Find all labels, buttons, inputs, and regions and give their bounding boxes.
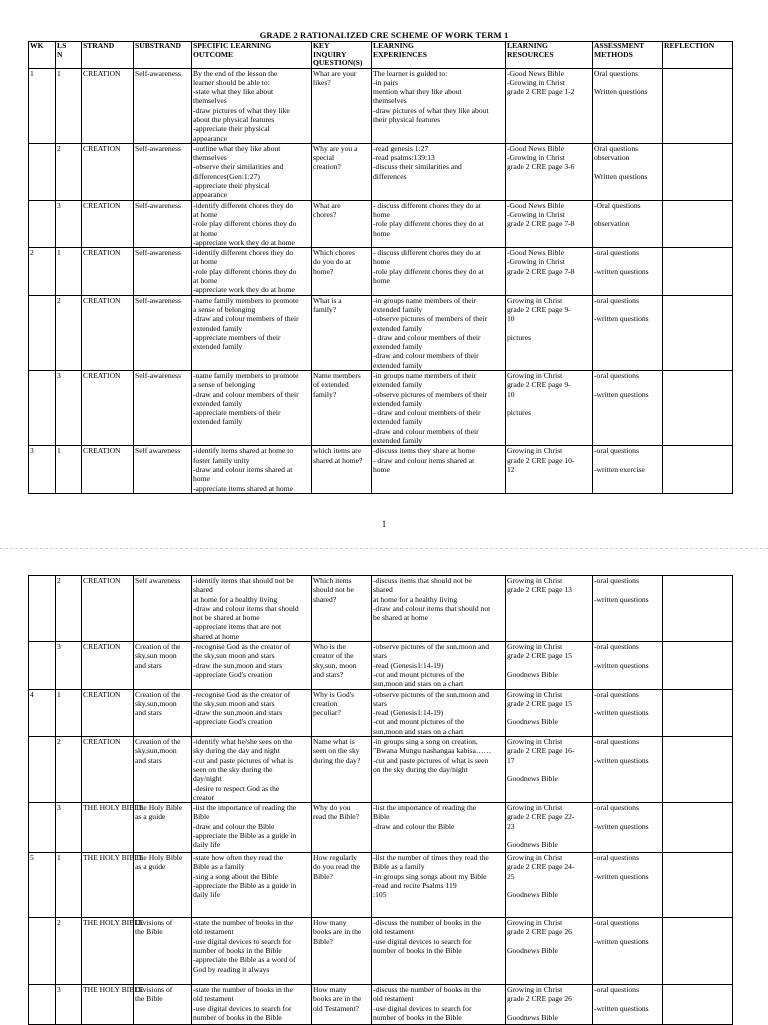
- inquiry-cell: How many books are in the Bible?: [312, 918, 372, 985]
- lesson-cell: 1: [56, 248, 82, 295]
- assessment-cell: -oral questions -written questions: [593, 248, 663, 295]
- week-cell: 4: [29, 689, 56, 736]
- reflection-cell: [663, 642, 733, 689]
- reflection-cell: [663, 803, 733, 853]
- experiences-cell: - discuss different chores they do at home -role play different chores they do at home: [372, 200, 506, 247]
- outcome-cell: -state the number of books in the old testament -use digital devices to search for number of books in the Bible: [192, 985, 312, 1025]
- resources-cell: -Good News Bible -Growing in Christ grade 2 CRE page 3-6: [506, 143, 593, 200]
- reflection-cell: [663, 248, 733, 295]
- table-row: [29, 576, 733, 642]
- inquiry-cell: Why are you a special creation?: [312, 143, 372, 200]
- outcome-cell: -identify items that should not be shared at home for a healthy living -draw and colour items that should not be shared at home -appreciate items that are not shared at home: [192, 576, 312, 642]
- assessment-cell: -oral questions -written questions: [593, 803, 663, 853]
- resources-cell: Growing in Christ grade 2 CRE page 15 Goodnews Bible: [506, 642, 593, 689]
- outcome-cell: By the end of the lesson the learner should be able to: -state what they like about themselves -draw pictures of what they like about the physical features -appreciate their physical appearance: [192, 68, 312, 143]
- outcome-cell: -name family members to promote a sense of belonging -draw and colour members of their extended family -appreciate members of their extended family: [192, 295, 312, 370]
- week-cell: 2: [29, 248, 56, 295]
- assessment-cell: -oral questions -written questions: [593, 918, 663, 985]
- table-row: [29, 295, 733, 370]
- assessment-cell: -oral questions -written questions: [593, 371, 663, 446]
- table-row: [29, 918, 733, 985]
- strand-cell: CREATION: [82, 143, 134, 200]
- reflection-cell: [663, 295, 733, 370]
- inquiry-cell: Name members of extended family?: [312, 371, 372, 446]
- substrand-cell: Creation of the sky,sun,moon and stars: [134, 689, 192, 736]
- assessment-cell: -oral questions -written questions: [593, 853, 663, 918]
- experiences-cell: -observe pictures of the sun,moon and stars -read (Genesis1:14-19) -cut and mount pictures of the sun,moon and stars on a chart: [372, 689, 506, 736]
- strand-cell: THE HOLY BIBLE: [82, 803, 134, 853]
- strand-cell: THE HOLY BIBLE: [82, 918, 134, 985]
- table-row: [29, 642, 733, 689]
- substrand-cell: The Holy Bible as a guide: [134, 803, 192, 853]
- table-body-page-2: [29, 576, 733, 1025]
- week-cell: 1: [29, 68, 56, 143]
- reflection-cell: [663, 576, 733, 642]
- lesson-cell: 3: [56, 200, 82, 247]
- strand-cell: CREATION: [82, 295, 134, 370]
- experiences-cell: -in groups name members of their extended family -observe pictures of members of their extended family - draw and colour members of their extended family -draw and colour members of their extended family: [372, 371, 506, 446]
- assessment-cell: -oral questions -written questions: [593, 576, 663, 642]
- resources-cell: Growing in Christ grade 2 CRE page 15 Goodnews Bible: [506, 689, 593, 736]
- inquiry-cell: which items are shared at home?: [312, 446, 372, 493]
- resources-cell: -Good News Bible -Growing in Christ grade 2 CRE page 7-8: [506, 248, 593, 295]
- inquiry-cell: What are chores?: [312, 200, 372, 247]
- experiences-cell: -discuss items that should not be shared at home for a healthy living -draw and colour items that should not be shared at home: [372, 576, 506, 642]
- week-cell: [29, 803, 56, 853]
- strand-cell: THE HOLY BIBLE: [82, 985, 134, 1025]
- inquiry-cell: Which items should not be shared?: [312, 576, 372, 642]
- experiences-cell: -observe pictures of the sun,moon and stars -read (Genesis1:14-19) -cut and mount pictures of the sun,moon and stars on a chart: [372, 642, 506, 689]
- reflection-cell: [663, 143, 733, 200]
- substrand-cell: The Holy Bible as a guide: [134, 853, 192, 918]
- page-separator: [0, 548, 768, 549]
- lesson-cell: 3: [56, 642, 82, 689]
- header-reflection: REFLECTION: [663, 42, 733, 69]
- reflection-cell: [663, 200, 733, 247]
- strand-cell: THE HOLY BIBLE: [82, 853, 134, 918]
- outcome-cell: -state the number of books in the old testament -use digital devices to search for number of books in the Bible -appreciate the Bible as a word of God by reading it always: [192, 918, 312, 985]
- strand-cell: CREATION: [82, 248, 134, 295]
- table-header-row: [29, 42, 733, 69]
- table-row: [29, 371, 733, 446]
- outcome-cell: -recognise God as the creator of the sky,sun moon and stars -draw the sun,moon and stars -appreciate God's creation: [192, 642, 312, 689]
- week-cell: [29, 737, 56, 803]
- reflection-cell: [663, 918, 733, 985]
- header-experiences: LEARNING EXPERIENCES: [372, 42, 506, 69]
- lesson-cell: 3: [56, 371, 82, 446]
- strand-cell: CREATION: [82, 446, 134, 493]
- experiences-cell: - discuss different chores they do at home -role play different chores they do at home: [372, 248, 506, 295]
- week-cell: [29, 143, 56, 200]
- strand-cell: CREATION: [82, 371, 134, 446]
- reflection-cell: [663, 853, 733, 918]
- week-cell: [29, 576, 56, 642]
- week-cell: 3: [29, 446, 56, 493]
- document-title: GRADE 2 RATIONALIZED CRE SCHEME OF WORK TERM 1: [259, 30, 509, 40]
- outcome-cell: -identify what he/she sees on the sky during the day and night -cut and paste pictures of what is seen on the sky during the day/night -desire to respect God as the creator: [192, 737, 312, 803]
- lesson-cell: 1: [56, 689, 82, 736]
- experiences-cell: The learner is guided to: -in pairs mention what they like about themselves -draw pictures of what they like about their physical features: [372, 68, 506, 143]
- table-row: [29, 143, 733, 200]
- assessment-cell: -oral questions -written exercise: [593, 446, 663, 493]
- outcome-cell: -recognise God as the creator of the sky,sun moon and stars -draw the sun,moon and stars -appreciate God's creation: [192, 689, 312, 736]
- substrand-cell: Self-awareness: [134, 68, 192, 143]
- inquiry-cell: Why is God's creation peculiar?: [312, 689, 372, 736]
- week-cell: [29, 200, 56, 247]
- lesson-cell: 3: [56, 985, 82, 1025]
- table-row: [29, 803, 733, 853]
- reflection-cell: [663, 689, 733, 736]
- header-resources: LEARNING RESOURCES: [506, 42, 593, 69]
- experiences-cell: -in groups name members of their extended family -observe pictures of members of their extended family - draw and colour members of their extended family -draw and colour members of their extended family: [372, 295, 506, 370]
- substrand-cell: Self awareness: [134, 576, 192, 642]
- reflection-cell: [663, 985, 733, 1025]
- assessment-cell: -oral questions -written questions: [593, 689, 663, 736]
- assessment-cell: -oral questions -written questions: [593, 985, 663, 1025]
- header-lesson: LS N: [56, 42, 82, 69]
- week-cell: [29, 371, 56, 446]
- lesson-cell: 1: [56, 68, 82, 143]
- assessment-cell: Oral questions observation Written questions: [593, 143, 663, 200]
- outcome-cell: -name family members to promote a sense of belonging -draw and colour members of their extended family -appreciate members of their extended family: [192, 371, 312, 446]
- reflection-cell: [663, 446, 733, 493]
- resources-cell: Growing in Christ grade 2 CRE page 22- 23 Goodnews Bible: [506, 803, 593, 853]
- week-cell: [29, 642, 56, 689]
- inquiry-cell: Which chores do you do at home?: [312, 248, 372, 295]
- lesson-cell: 3: [56, 803, 82, 853]
- experiences-cell: -list the number of times they read the Bible as a family -in groups sing songs about my Bible -read and recite Psalms 119 :105: [372, 853, 506, 918]
- lesson-cell: 1: [56, 853, 82, 918]
- header-substrand: SUBSTRAND: [134, 42, 192, 69]
- lesson-cell: 2: [56, 576, 82, 642]
- week-cell: [29, 918, 56, 985]
- lesson-cell: 2: [56, 737, 82, 803]
- outcome-cell: -outline what they like about themselves -observe their similarities and differences(Gen:1:27) -appreciate their physical appearance: [192, 143, 312, 200]
- scheme-table-page-1: [28, 41, 733, 494]
- lesson-cell: 2: [56, 918, 82, 985]
- scheme-table-page-2: [28, 575, 733, 1025]
- assessment-cell: -oral questions -written questions: [593, 295, 663, 370]
- week-cell: [29, 985, 56, 1025]
- substrand-cell: Self awareness: [134, 446, 192, 493]
- experiences-cell: -discuss the number of books in the old testament -use digital devices to search for number of books in the Bible: [372, 985, 506, 1025]
- assessment-cell: -Oral questions observation: [593, 200, 663, 247]
- header-inquiry: KEY INQUIRY QUESTION(S): [312, 42, 372, 69]
- table-row: [29, 446, 733, 493]
- substrand-cell: Creation of the sky,sun,moon and stars: [134, 737, 192, 803]
- inquiry-cell: Who is the creator of the sky,sun, moon and stars?: [312, 642, 372, 689]
- strand-cell: CREATION: [82, 642, 134, 689]
- table-row: [29, 200, 733, 247]
- substrand-cell: Self-awareness: [134, 248, 192, 295]
- outcome-cell: -state how often they read the Bible as a family -sing a song about the Bible -appreciate the Bible as a guide in daily life: [192, 853, 312, 918]
- reflection-cell: [663, 737, 733, 803]
- table-row: [29, 737, 733, 803]
- inquiry-cell: How regularly do you read the Bible?: [312, 853, 372, 918]
- resources-cell: Growing in Christ grade 2 CRE page 26 Goodnews Bible: [506, 985, 593, 1025]
- lesson-cell: 1: [56, 446, 82, 493]
- inquiry-cell: Why do you read the Bible?: [312, 803, 372, 853]
- resources-cell: Growing in Christ grade 2 CRE page 9- 10 pictures: [506, 371, 593, 446]
- table-row: [29, 68, 733, 143]
- substrand-cell: Creation of the sky,sun moon and stars: [134, 642, 192, 689]
- substrand-cell: Self-awareness: [134, 143, 192, 200]
- outcome-cell: -identify different chores they do at home -role play different chores they do at home -appreciate work they do at home: [192, 200, 312, 247]
- resources-cell: -Good News Bible -Growing in Christ grade 2 CRE page 1-2: [506, 68, 593, 143]
- experiences-cell: -discuss the number of books in the old testament -use digital devices to search for number of books in the Bible: [372, 918, 506, 985]
- header-outcome: SPECIFIC LEARNING OUTCOME: [192, 42, 312, 69]
- page-number: 1: [381, 519, 387, 529]
- substrand-cell: Self-awareness: [134, 371, 192, 446]
- resources-cell: Growing in Christ grade 2 CRE page 16- 17 Goodnews Bible: [506, 737, 593, 803]
- header-assessment: ASSESSMENT METHODS: [593, 42, 663, 69]
- resources-cell: Growing in Christ grade 2 CRE page 13: [506, 576, 593, 642]
- assessment-cell: Oral questions Written questions: [593, 68, 663, 143]
- resources-cell: Growing in Christ grade 2 CRE page 10- 12: [506, 446, 593, 493]
- substrand-cell: Divisions of the Bible: [134, 985, 192, 1025]
- inquiry-cell: What are your likes?: [312, 68, 372, 143]
- reflection-cell: [663, 371, 733, 446]
- assessment-cell: -oral questions -written questions: [593, 642, 663, 689]
- resources-cell: Growing in Christ grade 2 CRE page 24- 25 Goodnews Bible: [506, 853, 593, 918]
- outcome-cell: -identify different chores they do at home -role play different chores they do at home -appreciate work they do at home: [192, 248, 312, 295]
- table-body-page-1: [29, 68, 733, 493]
- strand-cell: CREATION: [82, 68, 134, 143]
- experiences-cell: -in groups sing a song on creation, "Bwana Mungu nashangaa kabisa…… -cut and paste pictures of what is seen on the sky during the day/night: [372, 737, 506, 803]
- outcome-cell: -identify items shared at home to foster family unity -draw and colour items shared at home -appreciate items shared at home: [192, 446, 312, 493]
- strand-cell: CREATION: [82, 737, 134, 803]
- strand-cell: CREATION: [82, 576, 134, 642]
- strand-cell: CREATION: [82, 689, 134, 736]
- header-strand: STRAND: [82, 42, 134, 69]
- lesson-cell: 2: [56, 295, 82, 370]
- inquiry-cell: Name what is seen on the sky during the day?: [312, 737, 372, 803]
- substrand-cell: Self-awareness: [134, 200, 192, 247]
- assessment-cell: -oral questions -written questions: [593, 737, 663, 803]
- table-row: [29, 248, 733, 295]
- lesson-cell: 2: [56, 143, 82, 200]
- outcome-cell: -list the importance of reading the Bible -draw and colour the Bible -appreciate the Bible as a guide in daily life: [192, 803, 312, 853]
- reflection-cell: [663, 68, 733, 143]
- table-row: [29, 689, 733, 736]
- substrand-cell: Self-awareness: [134, 295, 192, 370]
- strand-cell: CREATION: [82, 200, 134, 247]
- week-cell: 5: [29, 853, 56, 918]
- week-cell: [29, 295, 56, 370]
- table-row: [29, 853, 733, 918]
- table-row: [29, 985, 733, 1025]
- resources-cell: Growing in Christ grade 2 CRE page 9- 10 pictures: [506, 295, 593, 370]
- substrand-cell: Divisions of the Bible: [134, 918, 192, 985]
- header-wk: WK: [29, 42, 56, 69]
- inquiry-cell: How many books are in the old Testament?: [312, 985, 372, 1025]
- inquiry-cell: What is a family?: [312, 295, 372, 370]
- resources-cell: -Good News Bible -Growing in Christ grade 2 CRE page 7-8: [506, 200, 593, 247]
- resources-cell: Growing in Christ grade 2 CRE page 26 Goodnews Bible: [506, 918, 593, 985]
- experiences-cell: -read genesis 1:27 -read psalms:139:13 -discuss their similarities and differences: [372, 143, 506, 200]
- experiences-cell: -list the importance of reading the Bible -draw and colour the Bible: [372, 803, 506, 853]
- experiences-cell: -discuss items they share at home - draw and colour items shared at home: [372, 446, 506, 493]
